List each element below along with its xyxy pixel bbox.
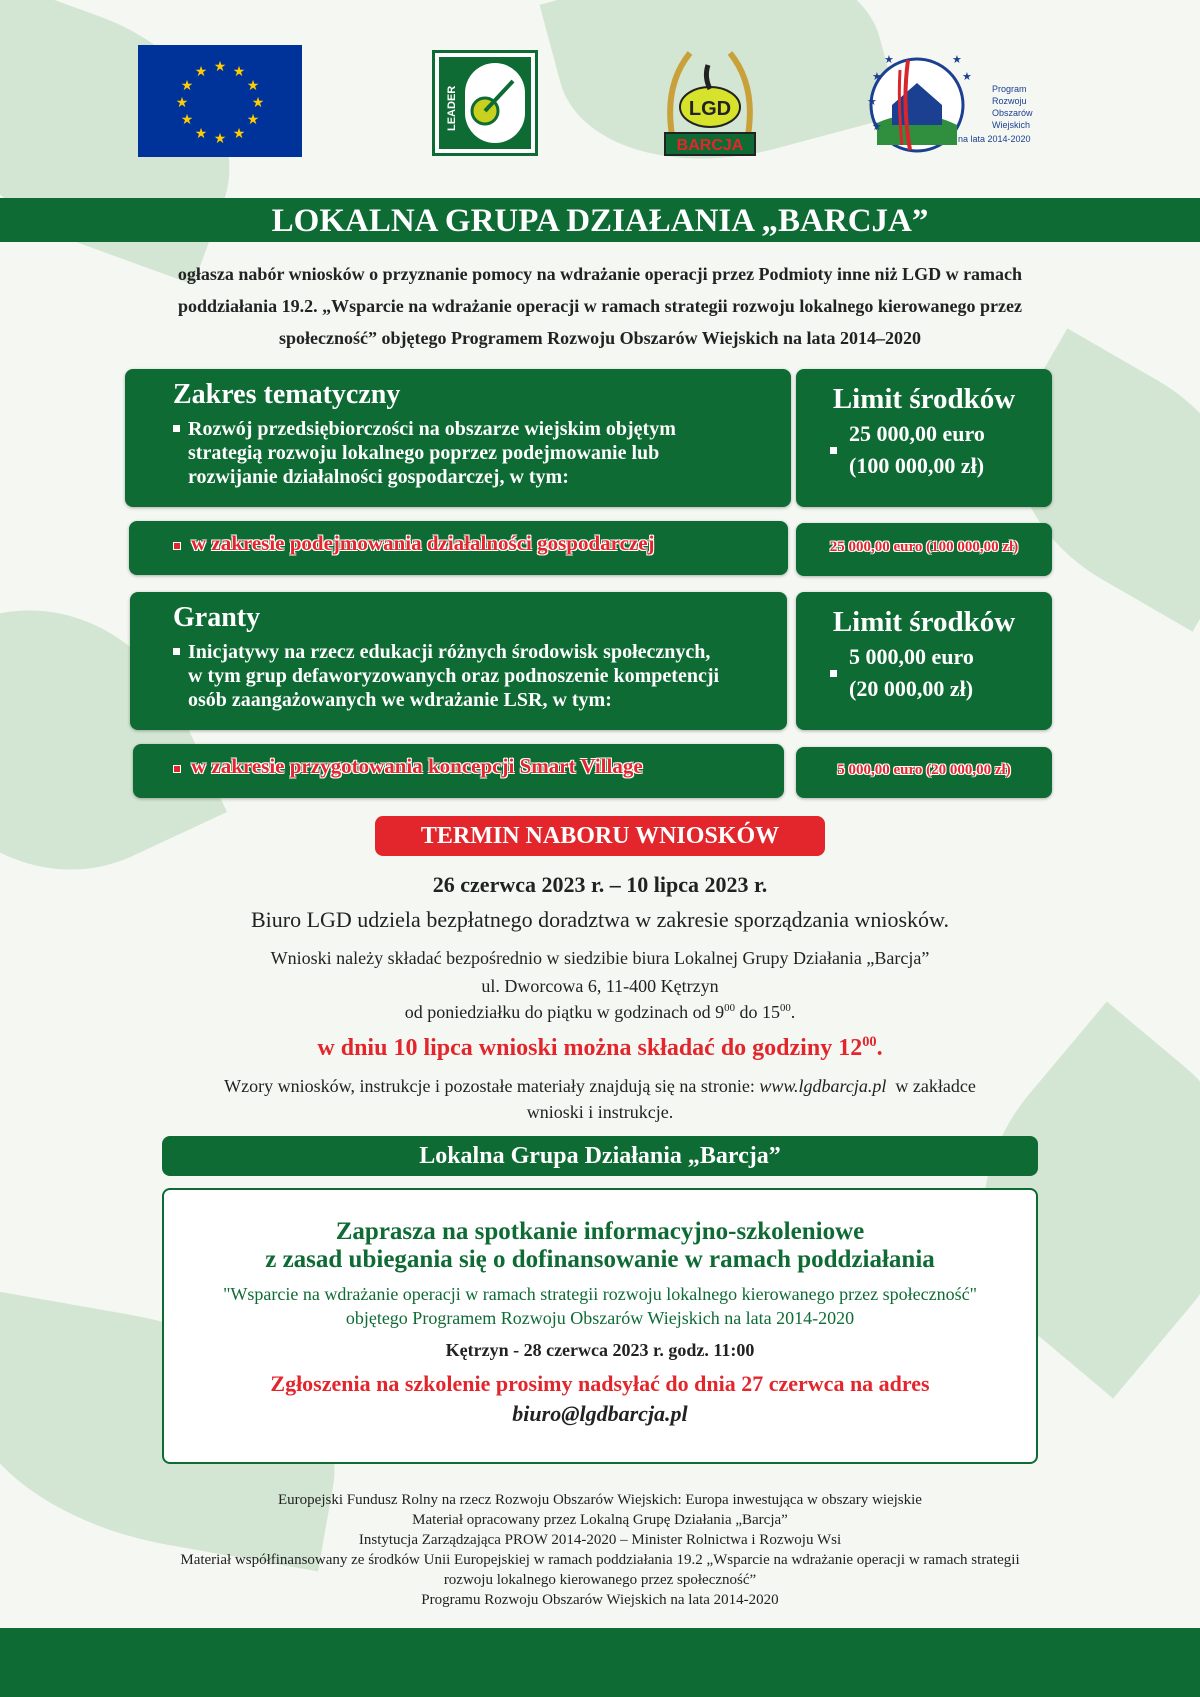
scope-limit-box <box>796 369 1052 507</box>
invite-title-line2: z zasad ubiegania się o dofinansowanie w ramach poddziałania <box>265 1246 935 1273</box>
svg-text:★: ★ <box>180 78 194 94</box>
office-hours <box>0 1002 1200 1023</box>
svg-text:★: ★ <box>251 95 265 111</box>
office-address: ul. Dworcowa 6, 11-400 Kętrzyn <box>481 976 719 996</box>
svg-text:★: ★ <box>180 112 194 128</box>
footer-line: Instytucja Zarządzająca PROW 2014-2020 – Minister Rolnictwa i Rozwoju Wsi <box>358 1532 842 1548</box>
forms-prefix: Wzory wniosków, instrukcje i pozostałe materiały znajdują się na stronie: <box>224 1076 760 1096</box>
invitation-box <box>162 1188 1038 1464</box>
footer-line: Europejski Fundusz Rolny na rzecz Rozwoju Obszarów Wiejskich: Europa inwestująca w obszary wiejskie <box>278 1492 922 1508</box>
eu-stars-icon <box>138 45 302 157</box>
scope-bullet-line: rozwijanie działalności gospodarczej, w tym: <box>188 466 569 488</box>
limit-title: Limit środków <box>832 383 1016 415</box>
scope-bullet-line: Rozwój przedsiębiorczości na obszarze wiejskim objętym <box>188 418 676 440</box>
bottom-band <box>0 1628 1200 1697</box>
prow-text-line: Program <box>992 84 1027 94</box>
grants-sub-label: w zakresie przygotowania koncepcji Smart Village <box>191 754 643 778</box>
lgd-barcja-logo <box>660 45 760 160</box>
application-dates: 26 czerwca 2023 r. – 10 lipca 2023 r. <box>432 872 768 897</box>
scope-sub-box <box>129 521 788 575</box>
svg-text:★: ★ <box>872 70 882 83</box>
forms-info-line2: wnioski i instrukcje. <box>526 1102 674 1122</box>
svg-text:★: ★ <box>246 78 260 94</box>
intro-text <box>110 258 1090 354</box>
page-title: LOKALNA GRUPA DZIAŁANIA „BARCJA” <box>0 198 1200 242</box>
deadline-notice <box>0 1034 1200 1062</box>
prow-logo <box>862 45 1042 160</box>
footer-text <box>0 1490 1200 1610</box>
svg-text:★: ★ <box>872 120 882 133</box>
scope-bullet-line: strategią rozwoju lokalnego poprzez podejmowanie lub <box>188 442 660 464</box>
scope-bullet <box>173 417 743 489</box>
intro-line: poddziałania 19.2. „Wsparcie na wdrażanie operacji w ramach strategii rozwoju lokalnego kierowanego przez <box>178 296 1022 316</box>
grants-sub-limit-box <box>796 747 1052 798</box>
grants-bullet-line: w tym grup defaworyzowanych oraz podnoszenie kompetencji <box>188 665 720 687</box>
website-link[interactable]: www.lgdbarcja.pl <box>759 1076 887 1096</box>
advice-text: Biuro LGD udziela bezpłatnego doradztwa w zakresie sporządzania wniosków. <box>250 907 950 932</box>
limit-pln: (20 000,00 zł) <box>849 676 974 701</box>
limit-title: Limit środków <box>832 606 1016 638</box>
svg-text:★: ★ <box>232 64 246 80</box>
scope-title: Zakres tematyczny <box>173 379 401 410</box>
limit-pln: (100 000,00 zł) <box>849 453 985 478</box>
deadline-sup: 00 <box>862 1034 877 1050</box>
grants-bullet-line: osób zaangażowanych we wdrażanie LSR, w tym: <box>188 689 612 711</box>
leader-logo-text: LEADER <box>446 85 458 131</box>
registration-text: Zgłoszenia na szkolenie prosimy nadsyłać do dnia 27 czerwca na adres <box>270 1371 930 1396</box>
svg-text:★: ★ <box>213 131 227 147</box>
grants-sub-box <box>133 744 784 798</box>
scope-sub-limit-box <box>796 523 1052 576</box>
scope-box <box>125 369 791 507</box>
application-period-label: TERMIN NABORU WNIOSKÓW <box>375 816 825 856</box>
svg-text:★: ★ <box>952 53 962 66</box>
svg-text:★: ★ <box>232 126 246 142</box>
grants-bullet-line: Inicjatywy na rzecz edukacji różnych środowisk społecznych, <box>188 641 711 663</box>
prow-text-line: Rozwoju <box>992 96 1027 106</box>
svg-text:★: ★ <box>194 126 208 142</box>
footer-line: rozwoju lokalnego kierowanego przez społeczność” <box>443 1572 757 1588</box>
grants-title: Granty <box>173 602 261 633</box>
lgd-logo-text: LGD <box>688 98 732 120</box>
forms-info <box>0 1076 1200 1097</box>
deadline-text: w dniu 10 lipca wnioski można składać do godziny 12 <box>317 1035 863 1061</box>
hours-suffix: . <box>790 1002 796 1022</box>
invite-quote-line2: objętego Programem Rozwoju Obszarów Wiejskich na lata 2014-2020 <box>345 1308 855 1328</box>
hours-prefix: od poniedziałku do piątku w godzinach od 9 <box>404 1002 725 1022</box>
footer-line: Materiał opracowany przez Lokalną Grupę Działania „Barcja” <box>412 1512 788 1528</box>
scope-sub-label: w zakresie podejmowania działalności gospodarczej <box>191 531 655 555</box>
grants-box <box>130 592 787 730</box>
prow-text-line: Obszarów <box>992 108 1033 118</box>
svg-text:★: ★ <box>962 70 972 83</box>
svg-text:★: ★ <box>213 59 227 75</box>
intro-line: ogłasza nabór wniosków o przyznanie pomocy na wdrażanie operacji przez Podmioty inne niż LGD w ramach <box>177 264 1023 284</box>
red-bullet-icon <box>173 765 181 773</box>
hours-mid: do 15 <box>734 1002 780 1022</box>
invite-title-line1: Zaprasza na spotkanie informacyjno-szkoleniowe <box>335 1218 865 1245</box>
prow-text-line: Wiejskich <box>992 120 1031 130</box>
svg-text:★: ★ <box>246 112 260 128</box>
scope-sub-limit: 25 000,00 euro (100 000,00 zł) <box>829 539 1019 555</box>
invite-quote-line1: "Wsparcie na wdrażanie operacji w ramach strategii rozwoju lokalnego kierowanego przez społeczność" <box>223 1284 977 1304</box>
footer-line: Materiał współfinansowany ze środków Unii Europejskiej w ramach poddziałania 19.2 „Wsparcie na wdrażanie operacji w ramach strategii <box>180 1552 1020 1568</box>
svg-text:★: ★ <box>175 95 189 111</box>
intro-line: społeczność” objętego Programem Rozwoju Obszarów Wiejskich na lata 2014–2020 <box>279 328 921 348</box>
grants-bullet <box>173 640 777 712</box>
grants-limit-box <box>796 592 1052 730</box>
svg-text:★: ★ <box>867 95 877 108</box>
hours-sup: 00 <box>724 1002 735 1014</box>
meeting-date: Kętrzyn - 28 czerwca 2023 r. godz. 11:00 <box>445 1340 755 1360</box>
red-bullet-icon <box>173 542 181 550</box>
submit-text: Wnioski należy składać bezpośrednio w siedzibie biura Lokalnej Grupy Działania „Barcja” <box>270 948 930 968</box>
limit-euro: 25 000,00 euro <box>849 421 985 446</box>
svg-text:★: ★ <box>884 53 894 66</box>
leader-logo <box>432 50 538 156</box>
bullet-icon <box>173 425 180 432</box>
deadline-suffix: . <box>876 1035 883 1061</box>
lgd-name-band: Lokalna Grupa Działania „Barcja” <box>162 1136 1038 1176</box>
svg-text:★: ★ <box>194 64 208 80</box>
barcja-logo-text: BARCJA <box>676 137 744 154</box>
email-link[interactable]: biuro@lgdbarcja.pl <box>512 1401 688 1426</box>
bullet-icon <box>830 447 837 454</box>
bullet-icon <box>173 648 180 655</box>
bullet-icon <box>830 670 837 677</box>
forms-suffix: w zakładce <box>886 1076 976 1096</box>
limit-euro: 5 000,00 euro <box>849 644 974 669</box>
hours-sup: 00 <box>779 1002 791 1014</box>
footer-line: Programu Rozwoju Obszarów Wiejskich na lata 2014-2020 <box>421 1592 779 1608</box>
eu-flag-logo <box>138 45 302 157</box>
grants-sub-limit: 5 000,00 euro (20 000,00 zł) <box>837 762 1011 778</box>
prow-years: na lata 2014-2020 <box>958 134 1031 144</box>
